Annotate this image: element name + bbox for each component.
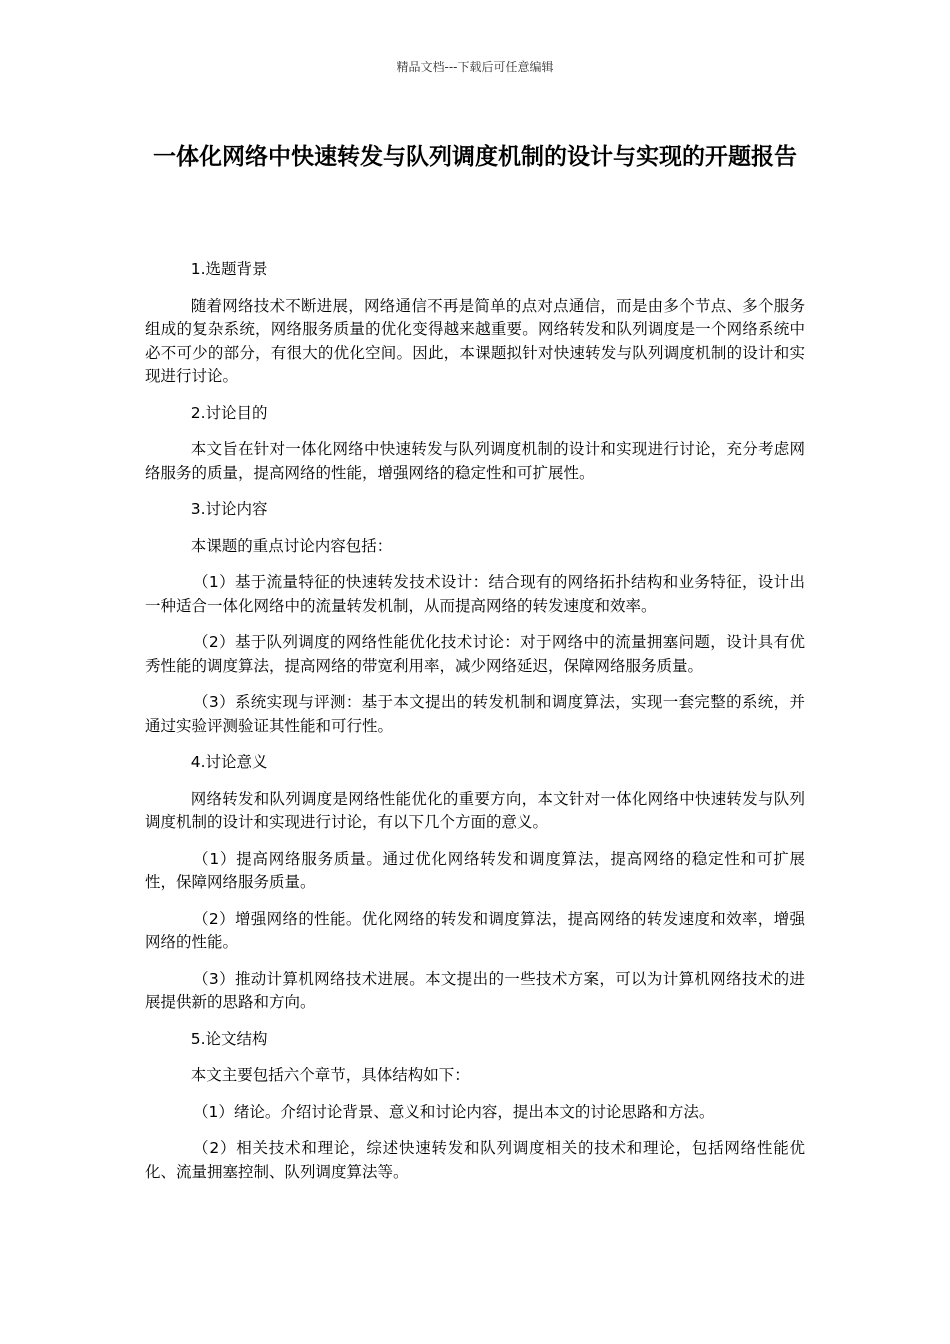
list-item: （1）基于流量特征的快速转发技术设计：结合现有的网络拓扑结构和业务特征，设计出一种适合一体化网络中的流量转发机制，从而提高网络的转发速度和效率。 (145, 573, 805, 615)
list-item: （2）基于队列调度的网络性能优化技术讨论：对于网络中的流量拥塞问题，设计具有优秀性能的调度算法，提高网络的带宽利用率，减少网络延迟，保障网络服务质量。 (145, 633, 805, 675)
list-item: （3）系统实现与评测：基于本文提出的转发机制和调度算法，实现一套完整的系统，并通过实验评测验证其性能和可行性。 (145, 693, 805, 735)
section-heading: 2.讨论目的 (190, 403, 268, 422)
body-paragraph: 本课题的重点讨论内容包括： (190, 536, 393, 555)
body-paragraph: 本文主要包括六个章节，具体结构如下： (190, 1066, 470, 1084)
list-item: （1）绪论。介绍讨论背景、意义和讨论内容，提出本文的讨论思路和方法。 (193, 1102, 715, 1121)
section-heading: 4.讨论意义 (190, 753, 268, 771)
section-heading: 3.讨论内容 (190, 500, 268, 518)
list-item: （2）相关技术和理论，综述快速转发和队列调度相关的技术和理论，包括网络性能优化、流量拥塞控制、队列调度算法等。 (145, 1139, 805, 1181)
list-item: （3）推动计算机网络技术进展。本文提出的一些技术方案，可以为计算机网络技术的进展提供新的思路和方向。 (145, 969, 805, 1011)
body-paragraph: 网络转发和队列调度是网络性能优化的重要方向，本文针对一体化网络中快速转发与队列调度机制的设计和实现进行讨论，有以下几个方面的意义。 (145, 789, 805, 831)
page-header: 精品文档---下载后可任意编辑 (396, 60, 554, 74)
section-heading: 5.论文结构 (190, 1029, 268, 1048)
document-body (145, 258, 805, 1197)
body-paragraph: 随着网络技术不断进展，网络通信不再是简单的点对点通信，而是由多个节点、多个服务组成的复杂系统，网络服务质量的优化变得越来越重要。网络转发和队列调度是一个网络系统中必不可少的部分，有很大的优化空间。因此，本课题拟针对快速转发与队列调度机制的设计和实现进行讨论。 (145, 296, 805, 385)
section-heading: 1.选题背景 (190, 260, 268, 278)
body-paragraph: 本文旨在针对一体化网络中快速转发与队列调度机制的设计和实现进行讨论，充分考虑网络服务的质量，提高网络的性能，增强网络的稳定性和可扩展性。 (145, 440, 805, 482)
list-item: （1）提高网络服务质量。通过优化网络转发和调度算法，提高网络的稳定性和可扩展性，保障网络服务质量。 (145, 849, 805, 891)
list-item: （2）增强网络的性能。优化网络的转发和调度算法，提高网络的转发速度和效率，增强网络的性能。 (145, 909, 805, 951)
document-title: 一体化网络中快速转发与队列调度机制的设计与实现的开题报告 (153, 144, 797, 170)
